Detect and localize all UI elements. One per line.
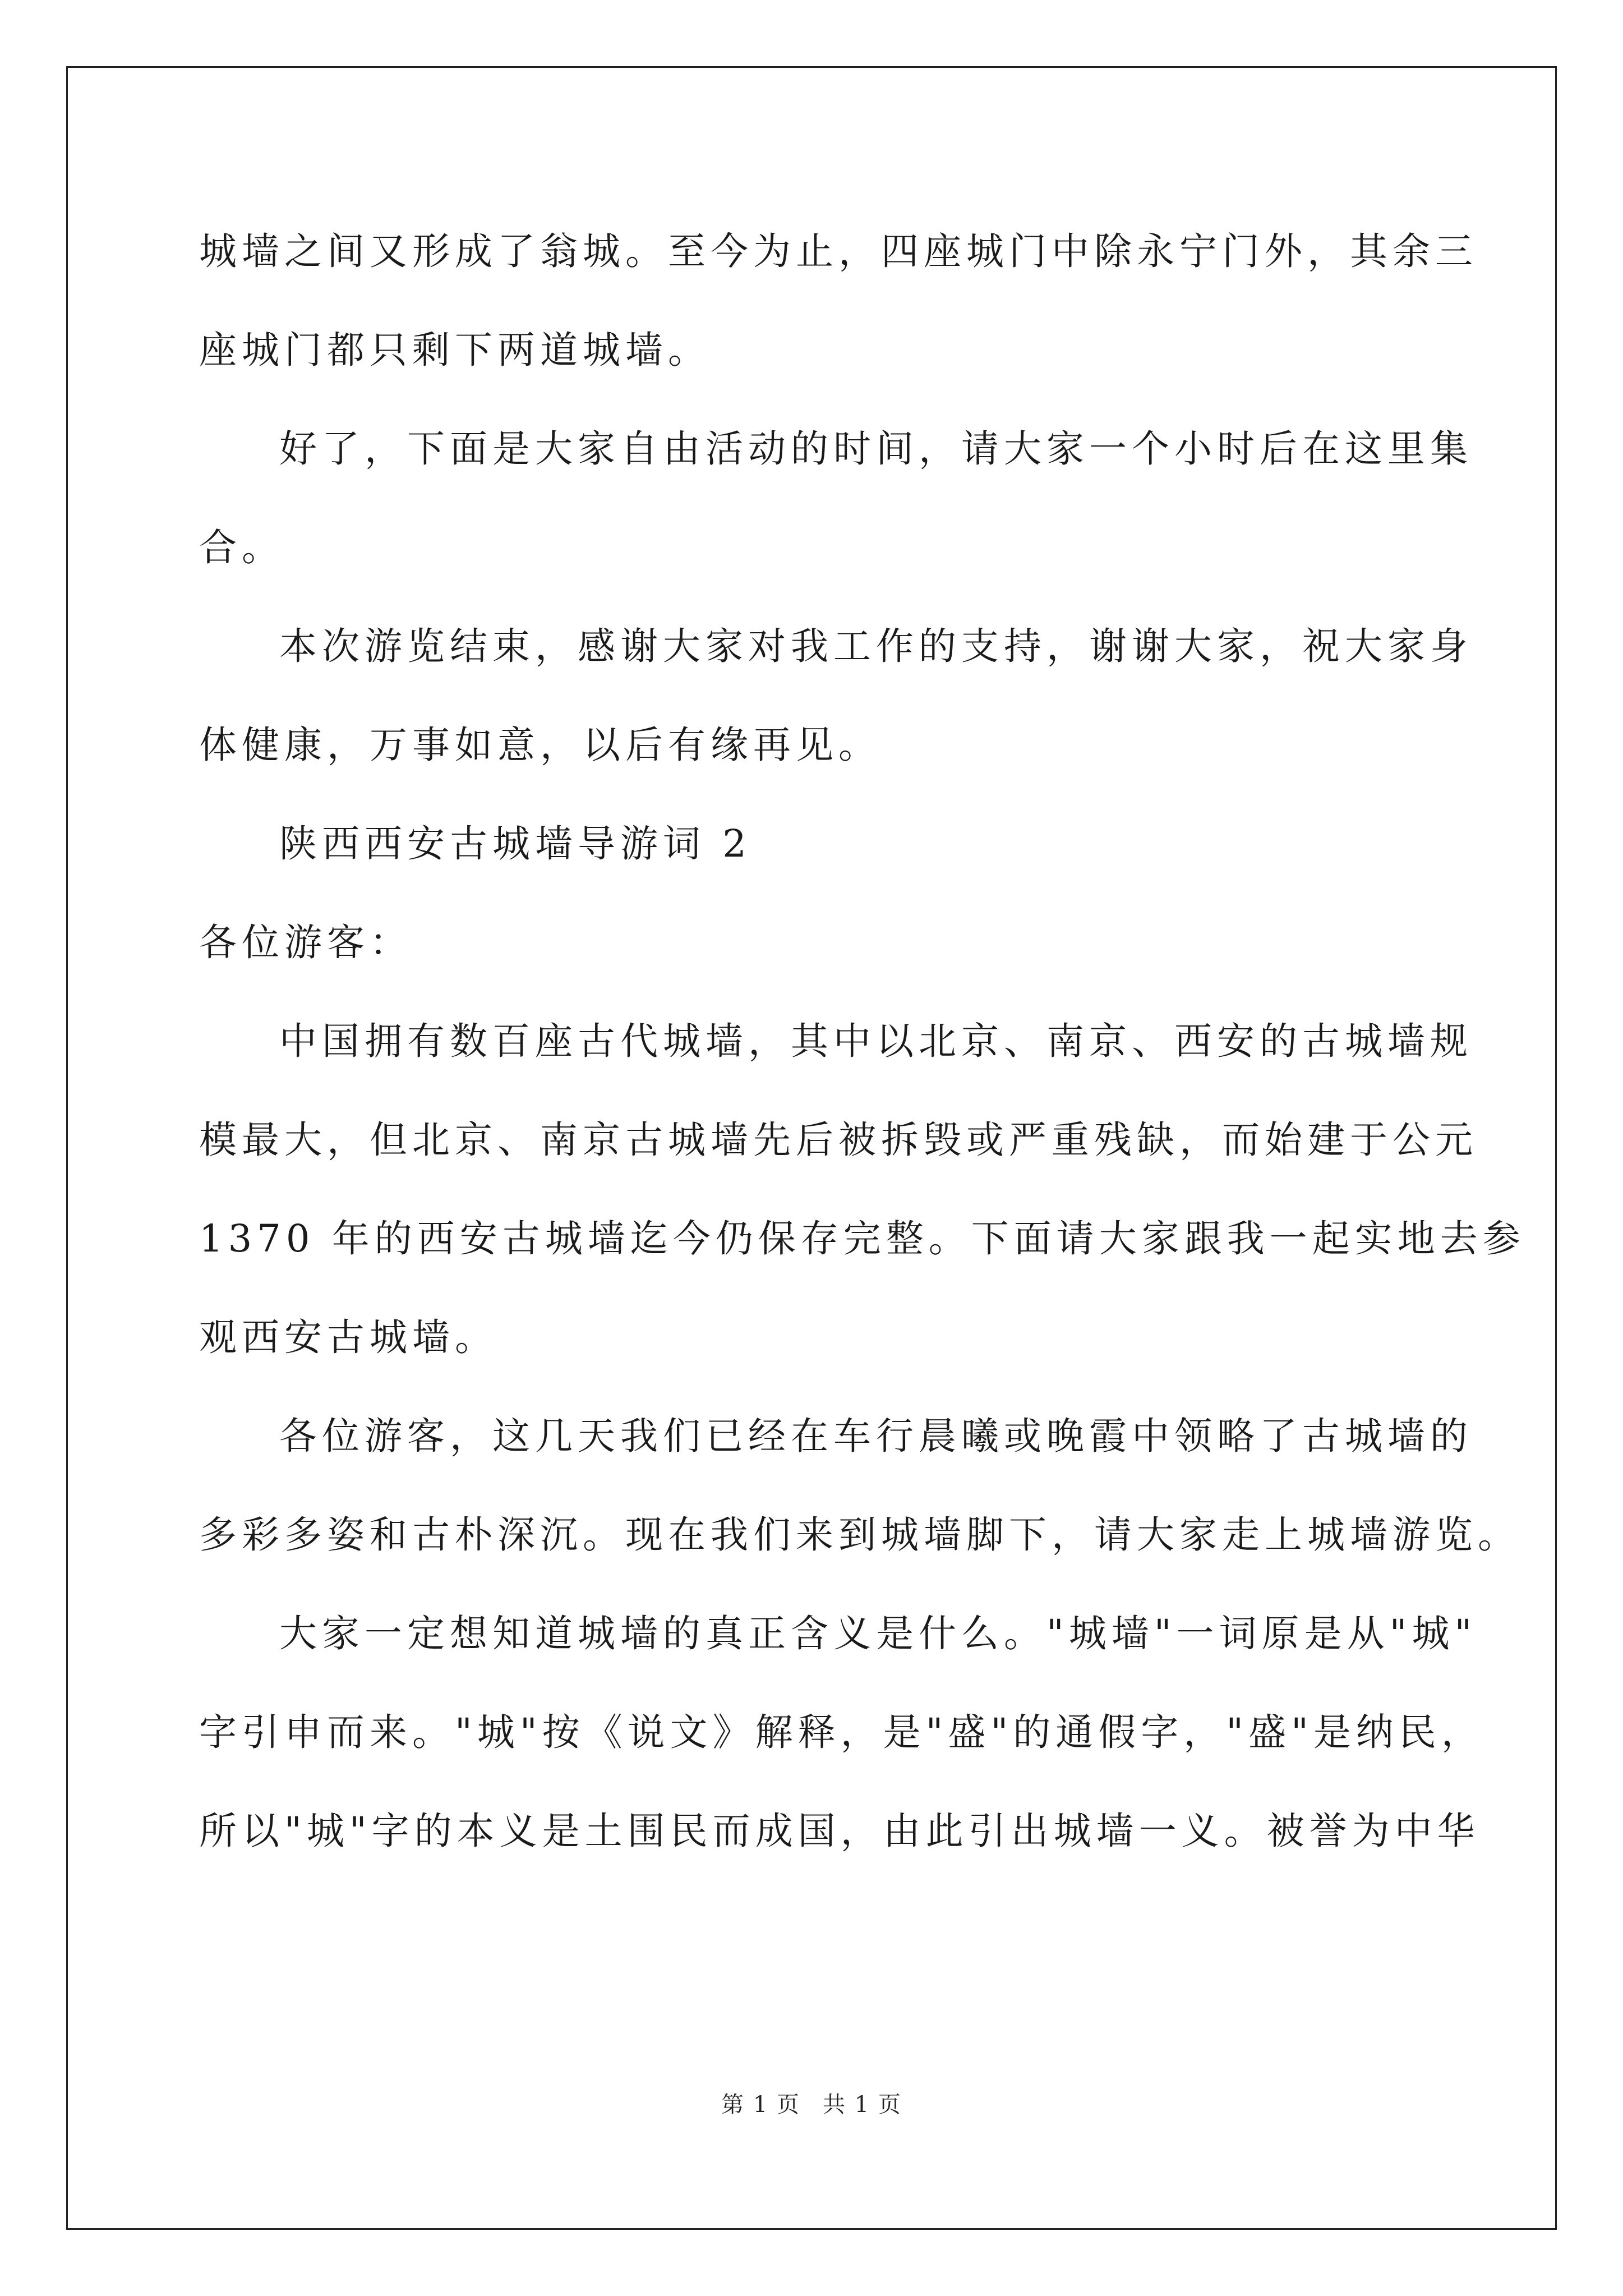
text-line-16: 字引申而来。"城"按《说文》解释，是"盛"的通假字，"盛"是纳民， — [199, 1710, 1484, 1754]
text-line-6: 体健康，万事如意，以后有缘再见。 — [199, 723, 881, 767]
text-line-12: 观西安古城墙。 — [199, 1315, 497, 1359]
text-line-10: 模最大，但北京、南京古城墙先后被拆毁或严重残缺，而始建于公元 — [199, 1118, 1478, 1162]
text-line-13: 各位游客，这几天我们已经在车行晨曦或晚霞中领略了古城墙的 — [279, 1414, 1473, 1458]
text-line-9: 中国拥有数百座古代城墙，其中以北京、南京、西安的古城墙规 — [279, 1019, 1473, 1063]
text-line-4: 合。 — [199, 526, 284, 569]
page-number: 第 1 页 — [721, 2092, 800, 2118]
text-line-1: 城墙之间又形成了翁城。至今为止，四座城门中除永宁门外，其余三 — [199, 229, 1478, 273]
text-line-14: 多彩多姿和古朴深沉。现在我们来到城墙脚下，请大家走上城墙游览。 — [199, 1513, 1520, 1557]
text-line-15: 大家一定想知道城墙的真正含义是什么。"城墙"一词原是从"城" — [279, 1612, 1477, 1655]
section-heading: 陕西西安古城墙导游词 2 — [279, 822, 751, 866]
text-line-17: 所以"城"字的本义是土围民而成国，由此引出城墙一义。被誉为中华 — [199, 1809, 1480, 1853]
text-line-3: 好了，下面是大家自由活动的时间，请大家一个小时后在这里集 — [279, 427, 1473, 471]
document-body — [199, 202, 1525, 1880]
text-line-2: 座城门都只剩下两道城墙。 — [199, 328, 711, 372]
page-total: 共 1 页 — [823, 2092, 902, 2118]
page-footer — [0, 2087, 1623, 2119]
text-line-11: 1370 年的西安古城墙迄今仍保存完整。下面请大家跟我一起实地去参 — [199, 1217, 1525, 1260]
greeting-line: 各位游客： — [199, 921, 412, 964]
text-line-5: 本次游览结束，感谢大家对我工作的支持，谢谢大家，祝大家身 — [279, 624, 1473, 668]
